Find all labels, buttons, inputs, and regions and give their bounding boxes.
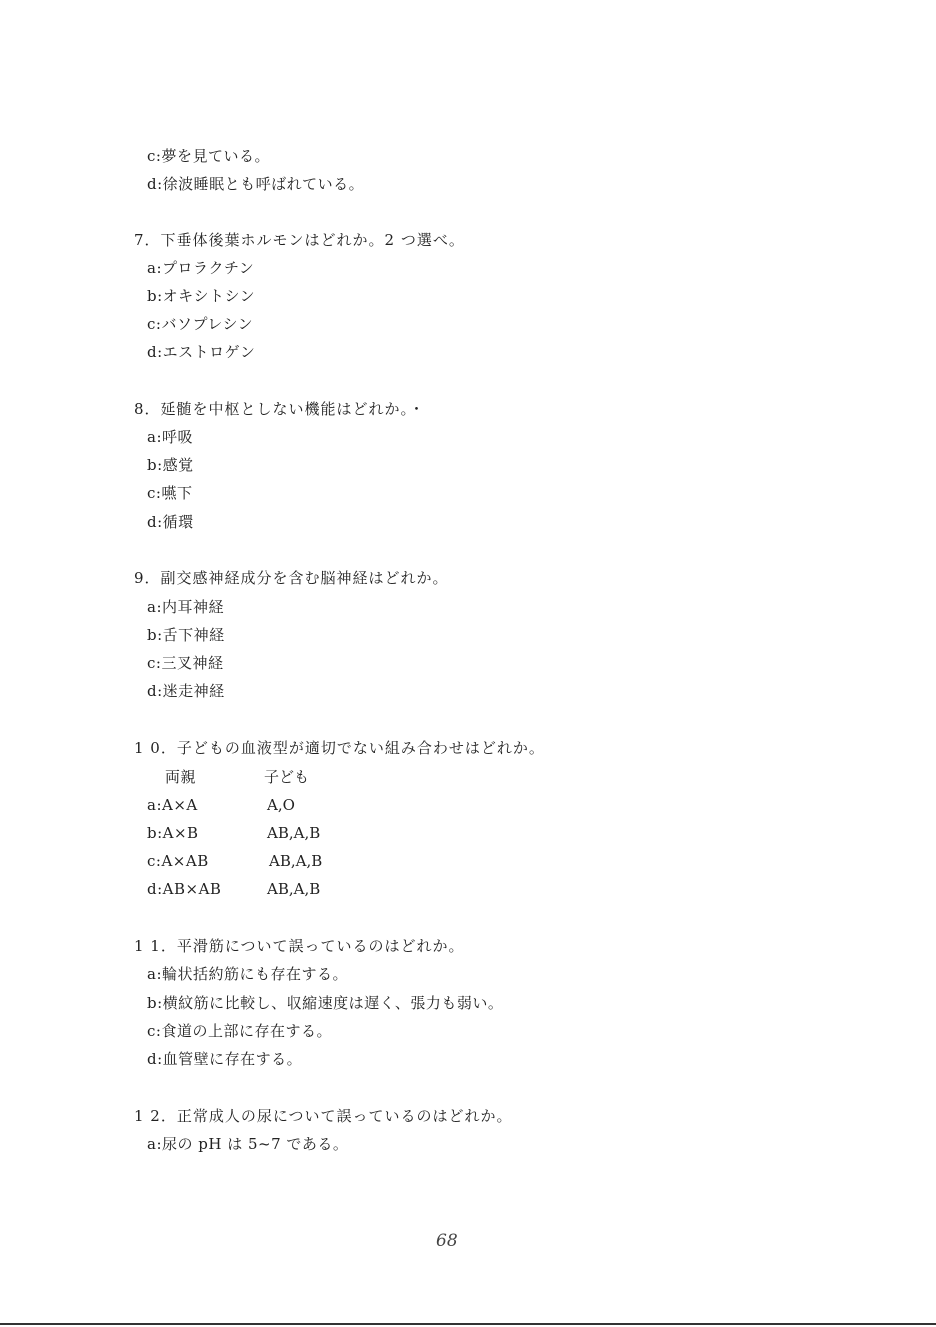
q7-option-d: d:エストロゲン — [147, 343, 256, 361]
q8-option-d: d:循環 — [147, 513, 194, 531]
q6-option-c: c:夢を見ている。 — [147, 147, 270, 165]
q12-option-a: a:尿の pH は 5~7 である。 — [147, 1135, 349, 1153]
q9-option-c: c:三叉神経 — [147, 654, 224, 672]
bottom-border-line — [0, 1323, 936, 1325]
q7-option-b: b:オキシトシン — [147, 287, 256, 305]
q10-row-a-child: A,O — [267, 796, 295, 814]
q10-row-d-parents: d:AB×AB — [147, 880, 222, 898]
q8-option-b: b:感覚 — [147, 456, 194, 474]
q6-option-d: d:徐波睡眠とも呼ばれている。 — [147, 175, 365, 193]
q10-row-d-child: AB,A,B — [267, 880, 321, 898]
q10-header-parents: 両親 — [165, 768, 197, 786]
q7-option-c: c:バソプレシン — [147, 315, 254, 333]
question-11: 1 1．平滑筋について誤っているのはどれか。 — [134, 937, 465, 955]
question-7: 7．下垂体後葉ホルモンはどれか。2 つ選べ。 — [134, 231, 465, 249]
q10-header-child: 子ども — [264, 768, 310, 786]
q9-option-a: a:内耳神経 — [147, 598, 224, 616]
q10-row-a-parents: a:A×A — [147, 796, 198, 814]
question-12: 1 2．正常成人の尿について誤っているのはどれか。 — [134, 1107, 513, 1125]
q8-option-a: a:呼吸 — [147, 428, 193, 446]
q10-row-b-parents: b:A×B — [147, 824, 199, 842]
q10-row-c-child: AB,A,B — [269, 852, 323, 870]
q10-row-b-child: AB,A,B — [267, 824, 321, 842]
q11-option-d: d:血管壁に存在する。 — [147, 1050, 303, 1068]
q11-option-c: c:食道の上部に存在する。 — [147, 1022, 332, 1040]
q9-option-b: b:舌下神経 — [147, 626, 225, 644]
q8-option-c: c:嚥下 — [147, 484, 193, 502]
question-8: 8．延髄を中枢としない機能はどれか。・ — [134, 400, 426, 418]
page-number: 68 — [436, 1231, 458, 1251]
q7-option-a: a:プロラクチン — [147, 259, 255, 277]
question-9: 9．副交感神経成分を含む脳神経はどれか。 — [134, 569, 449, 587]
q9-option-d: d:迷走神経 — [147, 682, 225, 700]
question-10: 1 0．子どもの血液型が適切でない組み合わせはどれか。 — [134, 739, 545, 757]
q11-option-b: b:横紋筋に比較し、収縮速度は遅く、張力も弱い。 — [147, 994, 504, 1012]
q10-row-c-parents: c:A×AB — [147, 852, 209, 870]
q11-option-a: a:輪状括約筋にも存在する。 — [147, 965, 348, 983]
